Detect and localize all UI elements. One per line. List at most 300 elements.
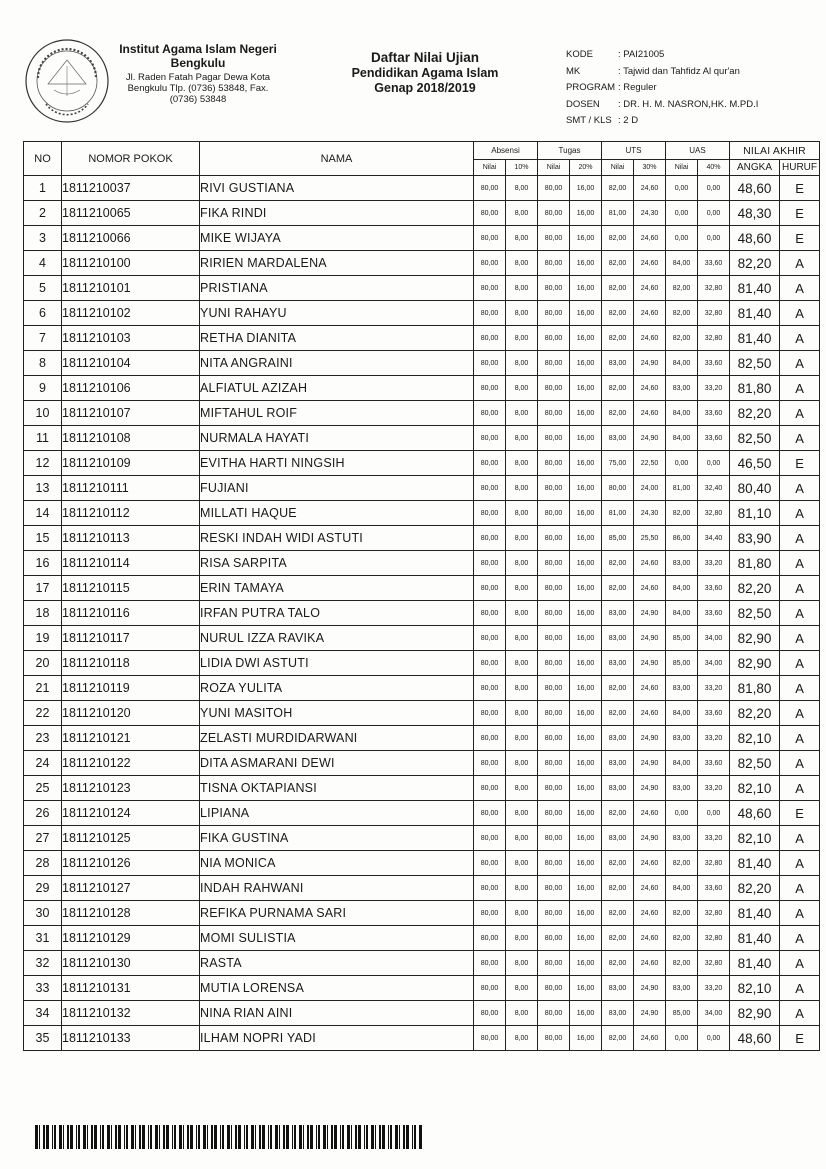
uas-nilai-cell: 84,00 <box>666 251 698 276</box>
absensi-pct-cell: 8,00 <box>506 576 538 601</box>
uas-nilai-cell: 0,00 <box>666 201 698 226</box>
row-nama-cell: DITA ASMARANI DEWI <box>200 751 474 776</box>
absensi-nilai-cell: 80,00 <box>474 276 506 301</box>
institution-seal-icon <box>24 38 110 124</box>
row-nama-cell: LIPIANA <box>200 801 474 826</box>
tugas-pct-cell: 16,00 <box>570 1026 602 1051</box>
absensi-pct-cell: 8,00 <box>506 476 538 501</box>
absensi-pct-cell: 8,00 <box>506 801 538 826</box>
nilai-huruf-cell: E <box>780 176 820 201</box>
col-nama-header: NAMA <box>200 142 474 176</box>
row-nama-cell: INDAH RAHWANI <box>200 876 474 901</box>
uts-nilai-cell: 83,00 <box>602 976 634 1001</box>
absensi-pct-cell: 8,00 <box>506 776 538 801</box>
meta-value: : DR. H. M. NASRON,HK. M.PD.I <box>618 98 759 110</box>
uas-nilai-cell: 82,00 <box>666 951 698 976</box>
row-nomor-pokok-cell: 1811210124 <box>62 801 200 826</box>
meta-key: MK <box>566 65 581 77</box>
row-nomor-pokok-cell: 1811210106 <box>62 376 200 401</box>
uas-nilai-cell: 83,00 <box>666 776 698 801</box>
row-nomor-pokok-cell: 1811210115 <box>62 576 200 601</box>
subheader-absensi-pct: 10% <box>506 160 538 176</box>
row-nomor-pokok-cell: 1811210101 <box>62 276 200 301</box>
absensi-nilai-cell: 80,00 <box>474 826 506 851</box>
row-no-cell: 28 <box>24 851 62 876</box>
uts-nilai-cell: 82,00 <box>602 326 634 351</box>
row-no-cell: 6 <box>24 301 62 326</box>
tugas-nilai-cell: 80,00 <box>538 751 570 776</box>
nilai-angka-cell: 48,60 <box>730 226 780 251</box>
nilai-angka-cell: 48,60 <box>730 176 780 201</box>
table-row <box>24 351 820 376</box>
uas-nilai-cell: 83,00 <box>666 826 698 851</box>
nilai-angka-cell: 82,20 <box>730 401 780 426</box>
row-nomor-pokok-cell: 1811210128 <box>62 901 200 926</box>
row-nama-cell: ROZA YULITA <box>200 676 474 701</box>
col-absensi-header: Absensi <box>474 142 538 160</box>
institution-block <box>112 42 284 105</box>
nilai-angka-cell: 82,50 <box>730 601 780 626</box>
absensi-pct-cell: 8,00 <box>506 251 538 276</box>
table-row <box>24 826 820 851</box>
table-row <box>24 526 820 551</box>
tugas-nilai-cell: 80,00 <box>538 876 570 901</box>
col-uas-header: UAS <box>666 142 730 160</box>
tugas-pct-cell: 16,00 <box>570 826 602 851</box>
nilai-angka-cell: 81,40 <box>730 901 780 926</box>
row-no-cell: 17 <box>24 576 62 601</box>
uas-pct-cell: 33,60 <box>698 576 730 601</box>
row-nama-cell: NIA MONICA <box>200 851 474 876</box>
uas-pct-cell: 33,20 <box>698 676 730 701</box>
absensi-pct-cell: 8,00 <box>506 551 538 576</box>
uts-nilai-cell: 81,00 <box>602 501 634 526</box>
nilai-huruf-cell: A <box>780 1001 820 1026</box>
tugas-nilai-cell: 80,00 <box>538 301 570 326</box>
uas-pct-cell: 34,00 <box>698 626 730 651</box>
subheader-huruf: HURUF <box>780 160 820 176</box>
nilai-angka-cell: 81,40 <box>730 926 780 951</box>
uas-pct-cell: 32,80 <box>698 851 730 876</box>
absensi-pct-cell: 8,00 <box>506 851 538 876</box>
nilai-huruf-cell: A <box>780 476 820 501</box>
uas-nilai-cell: 83,00 <box>666 551 698 576</box>
grades-table-body <box>24 176 820 1051</box>
tugas-pct-cell: 16,00 <box>570 901 602 926</box>
nilai-angka-cell: 82,10 <box>730 976 780 1001</box>
uts-pct-cell: 24,60 <box>634 851 666 876</box>
absensi-nilai-cell: 80,00 <box>474 901 506 926</box>
nilai-angka-cell: 82,10 <box>730 776 780 801</box>
tugas-nilai-cell: 80,00 <box>538 501 570 526</box>
uas-nilai-cell: 82,00 <box>666 926 698 951</box>
row-no-cell: 27 <box>24 826 62 851</box>
row-no-cell: 10 <box>24 401 62 426</box>
nilai-huruf-cell: E <box>780 451 820 476</box>
row-nama-cell: ZELASTI MURDIDARWANI <box>200 726 474 751</box>
uas-pct-cell: 33,20 <box>698 776 730 801</box>
table-row <box>24 376 820 401</box>
uas-pct-cell: 33,60 <box>698 351 730 376</box>
table-row <box>24 901 820 926</box>
uas-nilai-cell: 85,00 <box>666 1001 698 1026</box>
uts-pct-cell: 24,60 <box>634 326 666 351</box>
uts-nilai-cell: 83,00 <box>602 651 634 676</box>
nilai-huruf-cell: E <box>780 801 820 826</box>
uas-pct-cell: 33,60 <box>698 701 730 726</box>
table-row <box>24 951 820 976</box>
tugas-nilai-cell: 80,00 <box>538 726 570 751</box>
uas-pct-cell: 33,20 <box>698 376 730 401</box>
nilai-angka-cell: 82,20 <box>730 876 780 901</box>
absensi-pct-cell: 8,00 <box>506 451 538 476</box>
tugas-pct-cell: 16,00 <box>570 1001 602 1026</box>
table-row <box>24 576 820 601</box>
uas-pct-cell: 34,00 <box>698 651 730 676</box>
uts-nilai-cell: 82,00 <box>602 901 634 926</box>
nilai-angka-cell: 48,60 <box>730 1026 780 1051</box>
title-line3: Genap 2018/2019 <box>374 81 476 95</box>
row-nama-cell: MILLATI HAQUE <box>200 501 474 526</box>
nilai-huruf-cell: A <box>780 826 820 851</box>
row-nomor-pokok-cell: 1811210114 <box>62 551 200 576</box>
nilai-huruf-cell: A <box>780 926 820 951</box>
table-row <box>24 976 820 1001</box>
uas-nilai-cell: 0,00 <box>666 451 698 476</box>
table-row <box>24 251 820 276</box>
row-nama-cell: FIKA GUSTINA <box>200 826 474 851</box>
nilai-huruf-cell: A <box>780 776 820 801</box>
table-row <box>24 601 820 626</box>
absensi-nilai-cell: 80,00 <box>474 976 506 1001</box>
nilai-huruf-cell: A <box>780 601 820 626</box>
uas-pct-cell: 33,60 <box>698 251 730 276</box>
barcode-icon <box>35 1125 425 1149</box>
table-row <box>24 201 820 226</box>
tugas-nilai-cell: 80,00 <box>538 251 570 276</box>
meta-key: DOSEN <box>566 98 600 110</box>
tugas-pct-cell: 16,00 <box>570 251 602 276</box>
uas-pct-cell: 32,40 <box>698 476 730 501</box>
tugas-pct-cell: 16,00 <box>570 851 602 876</box>
tugas-pct-cell: 16,00 <box>570 301 602 326</box>
uas-nilai-cell: 83,00 <box>666 976 698 1001</box>
absensi-nilai-cell: 80,00 <box>474 951 506 976</box>
tugas-nilai-cell: 80,00 <box>538 951 570 976</box>
table-row <box>24 626 820 651</box>
tugas-pct-cell: 16,00 <box>570 526 602 551</box>
tugas-nilai-cell: 80,00 <box>538 626 570 651</box>
row-no-cell: 35 <box>24 1026 62 1051</box>
uts-pct-cell: 24,60 <box>634 401 666 426</box>
tugas-pct-cell: 16,00 <box>570 801 602 826</box>
col-tugas-header: Tugas <box>538 142 602 160</box>
uas-pct-cell: 32,80 <box>698 301 730 326</box>
row-nomor-pokok-cell: 1811210109 <box>62 451 200 476</box>
meta-row <box>566 97 758 114</box>
row-no-cell: 30 <box>24 901 62 926</box>
row-nomor-pokok-cell: 1811210133 <box>62 1026 200 1051</box>
nilai-angka-cell: 82,90 <box>730 1001 780 1026</box>
absensi-nilai-cell: 80,00 <box>474 576 506 601</box>
row-nomor-pokok-cell: 1811210120 <box>62 701 200 726</box>
nilai-huruf-cell: A <box>780 276 820 301</box>
row-nomor-pokok-cell: 1811210065 <box>62 201 200 226</box>
uts-pct-cell: 22,50 <box>634 451 666 476</box>
table-row <box>24 176 820 201</box>
tugas-nilai-cell: 80,00 <box>538 1001 570 1026</box>
meta-row <box>566 113 758 130</box>
nilai-huruf-cell: A <box>780 426 820 451</box>
absensi-pct-cell: 8,00 <box>506 426 538 451</box>
uas-nilai-cell: 0,00 <box>666 176 698 201</box>
absensi-nilai-cell: 80,00 <box>474 801 506 826</box>
row-nama-cell: MUTIA LORENSA <box>200 976 474 1001</box>
table-row <box>24 776 820 801</box>
uas-pct-cell: 0,00 <box>698 1026 730 1051</box>
tugas-pct-cell: 16,00 <box>570 351 602 376</box>
row-no-cell: 8 <box>24 351 62 376</box>
nilai-huruf-cell: A <box>780 351 820 376</box>
nilai-huruf-cell: E <box>780 226 820 251</box>
table-row <box>24 1001 820 1026</box>
row-no-cell: 26 <box>24 801 62 826</box>
nilai-huruf-cell: E <box>780 1026 820 1051</box>
meta-row <box>566 80 758 97</box>
uas-nilai-cell: 84,00 <box>666 601 698 626</box>
absensi-nilai-cell: 80,00 <box>474 551 506 576</box>
table-row <box>24 501 820 526</box>
absensi-nilai-cell: 80,00 <box>474 1026 506 1051</box>
tugas-nilai-cell: 80,00 <box>538 851 570 876</box>
nilai-angka-cell: 46,50 <box>730 451 780 476</box>
absensi-nilai-cell: 80,00 <box>474 1001 506 1026</box>
uas-nilai-cell: 82,00 <box>666 301 698 326</box>
row-nomor-pokok-cell: 1811210130 <box>62 951 200 976</box>
uas-pct-cell: 32,80 <box>698 901 730 926</box>
nilai-huruf-cell: A <box>780 726 820 751</box>
row-no-cell: 18 <box>24 601 62 626</box>
absensi-nilai-cell: 80,00 <box>474 926 506 951</box>
uas-nilai-cell: 0,00 <box>666 801 698 826</box>
tugas-pct-cell: 16,00 <box>570 451 602 476</box>
tugas-nilai-cell: 80,00 <box>538 476 570 501</box>
row-nomor-pokok-cell: 1811210112 <box>62 501 200 526</box>
tugas-nilai-cell: 80,00 <box>538 401 570 426</box>
absensi-nilai-cell: 80,00 <box>474 676 506 701</box>
absensi-nilai-cell: 80,00 <box>474 451 506 476</box>
row-no-cell: 15 <box>24 526 62 551</box>
uts-nilai-cell: 83,00 <box>602 726 634 751</box>
absensi-pct-cell: 8,00 <box>506 401 538 426</box>
nilai-angka-cell: 81,40 <box>730 326 780 351</box>
absensi-nilai-cell: 80,00 <box>474 376 506 401</box>
nilai-huruf-cell: A <box>780 401 820 426</box>
meta-row <box>566 47 758 64</box>
table-row <box>24 751 820 776</box>
institution-address-line3: (0736) 53848 <box>169 94 227 105</box>
row-no-cell: 32 <box>24 951 62 976</box>
absensi-nilai-cell: 80,00 <box>474 626 506 651</box>
col-uts-header: UTS <box>602 142 666 160</box>
tugas-pct-cell: 16,00 <box>570 176 602 201</box>
uas-nilai-cell: 82,00 <box>666 851 698 876</box>
absensi-nilai-cell: 80,00 <box>474 251 506 276</box>
table-row <box>24 476 820 501</box>
uas-nilai-cell: 82,00 <box>666 326 698 351</box>
subheader-tugas-pct: 20% <box>570 160 602 176</box>
subheader-uas-pct: 40% <box>698 160 730 176</box>
tugas-nilai-cell: 80,00 <box>538 676 570 701</box>
row-nama-cell: PRISTIANA <box>200 276 474 301</box>
row-nomor-pokok-cell: 1811210123 <box>62 776 200 801</box>
tugas-pct-cell: 16,00 <box>570 426 602 451</box>
uas-pct-cell: 33,20 <box>698 551 730 576</box>
uas-pct-cell: 32,80 <box>698 926 730 951</box>
absensi-pct-cell: 8,00 <box>506 951 538 976</box>
uts-nilai-cell: 82,00 <box>602 701 634 726</box>
uas-pct-cell: 0,00 <box>698 201 730 226</box>
absensi-nilai-cell: 80,00 <box>474 301 506 326</box>
nilai-huruf-cell: A <box>780 376 820 401</box>
meta-value: : Reguler <box>618 82 657 93</box>
uts-nilai-cell: 82,00 <box>602 401 634 426</box>
nilai-huruf-cell: A <box>780 701 820 726</box>
row-no-cell: 19 <box>24 626 62 651</box>
uts-pct-cell: 24,60 <box>634 576 666 601</box>
row-nomor-pokok-cell: 1811210108 <box>62 426 200 451</box>
subheader-absensi-nilai: Nilai <box>474 160 506 176</box>
row-no-cell: 7 <box>24 326 62 351</box>
tugas-nilai-cell: 80,00 <box>538 326 570 351</box>
uas-pct-cell: 0,00 <box>698 801 730 826</box>
row-no-cell: 31 <box>24 926 62 951</box>
row-no-cell: 16 <box>24 551 62 576</box>
uts-pct-cell: 24,60 <box>634 926 666 951</box>
tugas-nilai-cell: 80,00 <box>538 901 570 926</box>
uts-pct-cell: 24,60 <box>634 701 666 726</box>
absensi-pct-cell: 8,00 <box>506 726 538 751</box>
tugas-nilai-cell: 80,00 <box>538 651 570 676</box>
row-no-cell: 1 <box>24 176 62 201</box>
uas-nilai-cell: 84,00 <box>666 426 698 451</box>
tugas-pct-cell: 16,00 <box>570 326 602 351</box>
nilai-huruf-cell: A <box>780 526 820 551</box>
tugas-pct-cell: 16,00 <box>570 601 602 626</box>
row-nama-cell: ALFIATUL AZIZAH <box>200 376 474 401</box>
row-nomor-pokok-cell: 1811210107 <box>62 401 200 426</box>
uts-nilai-cell: 83,00 <box>602 1001 634 1026</box>
tugas-pct-cell: 16,00 <box>570 926 602 951</box>
tugas-pct-cell: 16,00 <box>570 976 602 1001</box>
uts-pct-cell: 24,60 <box>634 176 666 201</box>
uts-pct-cell: 24,90 <box>634 726 666 751</box>
nilai-angka-cell: 48,30 <box>730 201 780 226</box>
row-nomor-pokok-cell: 1811210116 <box>62 601 200 626</box>
uas-pct-cell: 33,20 <box>698 976 730 1001</box>
nilai-angka-cell: 82,50 <box>730 426 780 451</box>
row-nomor-pokok-cell: 1811210121 <box>62 726 200 751</box>
nilai-huruf-cell: A <box>780 676 820 701</box>
uas-nilai-cell: 83,00 <box>666 676 698 701</box>
tugas-nilai-cell: 80,00 <box>538 701 570 726</box>
uts-pct-cell: 24,60 <box>634 276 666 301</box>
row-nomor-pokok-cell: 1811210104 <box>62 351 200 376</box>
absensi-pct-cell: 8,00 <box>506 351 538 376</box>
institution-name-line1: Institut Agama Islam Negeri <box>119 42 277 56</box>
absensi-pct-cell: 8,00 <box>506 826 538 851</box>
absensi-nilai-cell: 80,00 <box>474 176 506 201</box>
nilai-huruf-cell: A <box>780 876 820 901</box>
table-row <box>24 726 820 751</box>
uas-nilai-cell: 82,00 <box>666 901 698 926</box>
row-no-cell: 11 <box>24 426 62 451</box>
row-no-cell: 34 <box>24 1001 62 1026</box>
tugas-nilai-cell: 80,00 <box>538 351 570 376</box>
row-nomor-pokok-cell: 1811210127 <box>62 876 200 901</box>
uas-nilai-cell: 83,00 <box>666 376 698 401</box>
uts-nilai-cell: 80,00 <box>602 476 634 501</box>
uas-pct-cell: 32,80 <box>698 326 730 351</box>
meta-value: : 2 D <box>618 115 639 126</box>
nilai-huruf-cell: A <box>780 576 820 601</box>
row-nama-cell: MIFTAHUL ROIF <box>200 401 474 426</box>
tugas-pct-cell: 16,00 <box>570 551 602 576</box>
row-nama-cell: NURUL IZZA RAVIKA <box>200 626 474 651</box>
row-nomor-pokok-cell: 1811210066 <box>62 226 200 251</box>
table-row <box>24 1026 820 1051</box>
nilai-huruf-cell: A <box>780 901 820 926</box>
row-no-cell: 25 <box>24 776 62 801</box>
tugas-nilai-cell: 80,00 <box>538 176 570 201</box>
uts-pct-cell: 24,90 <box>634 351 666 376</box>
absensi-pct-cell: 8,00 <box>506 301 538 326</box>
document-title <box>320 50 530 96</box>
nilai-angka-cell: 81,40 <box>730 851 780 876</box>
row-no-cell: 9 <box>24 376 62 401</box>
uas-nilai-cell: 0,00 <box>666 1026 698 1051</box>
tugas-nilai-cell: 80,00 <box>538 976 570 1001</box>
uas-pct-cell: 32,80 <box>698 501 730 526</box>
absensi-pct-cell: 8,00 <box>506 901 538 926</box>
uts-nilai-cell: 82,00 <box>602 276 634 301</box>
uts-pct-cell: 24,00 <box>634 476 666 501</box>
course-meta <box>566 47 758 130</box>
absensi-nilai-cell: 80,00 <box>474 326 506 351</box>
nilai-huruf-cell: A <box>780 851 820 876</box>
uts-pct-cell: 24,90 <box>634 651 666 676</box>
uts-pct-cell: 24,60 <box>634 551 666 576</box>
row-no-cell: 29 <box>24 876 62 901</box>
table-row <box>24 701 820 726</box>
table-row <box>24 326 820 351</box>
uts-nilai-cell: 75,00 <box>602 451 634 476</box>
uts-pct-cell: 24,90 <box>634 426 666 451</box>
uts-pct-cell: 24,90 <box>634 1001 666 1026</box>
nilai-huruf-cell: A <box>780 326 820 351</box>
nilai-angka-cell: 82,20 <box>730 576 780 601</box>
absensi-nilai-cell: 80,00 <box>474 701 506 726</box>
uas-nilai-cell: 84,00 <box>666 401 698 426</box>
row-nama-cell: NINA RIAN AINI <box>200 1001 474 1026</box>
row-nomor-pokok-cell: 1811210100 <box>62 251 200 276</box>
absensi-nilai-cell: 80,00 <box>474 651 506 676</box>
row-no-cell: 3 <box>24 226 62 251</box>
tugas-nilai-cell: 80,00 <box>538 226 570 251</box>
col-no-header: NO <box>24 142 62 176</box>
institution-address-line1: Jl. Raden Fatah Pagar Dewa Kota <box>125 72 271 83</box>
uas-nilai-cell: 84,00 <box>666 876 698 901</box>
